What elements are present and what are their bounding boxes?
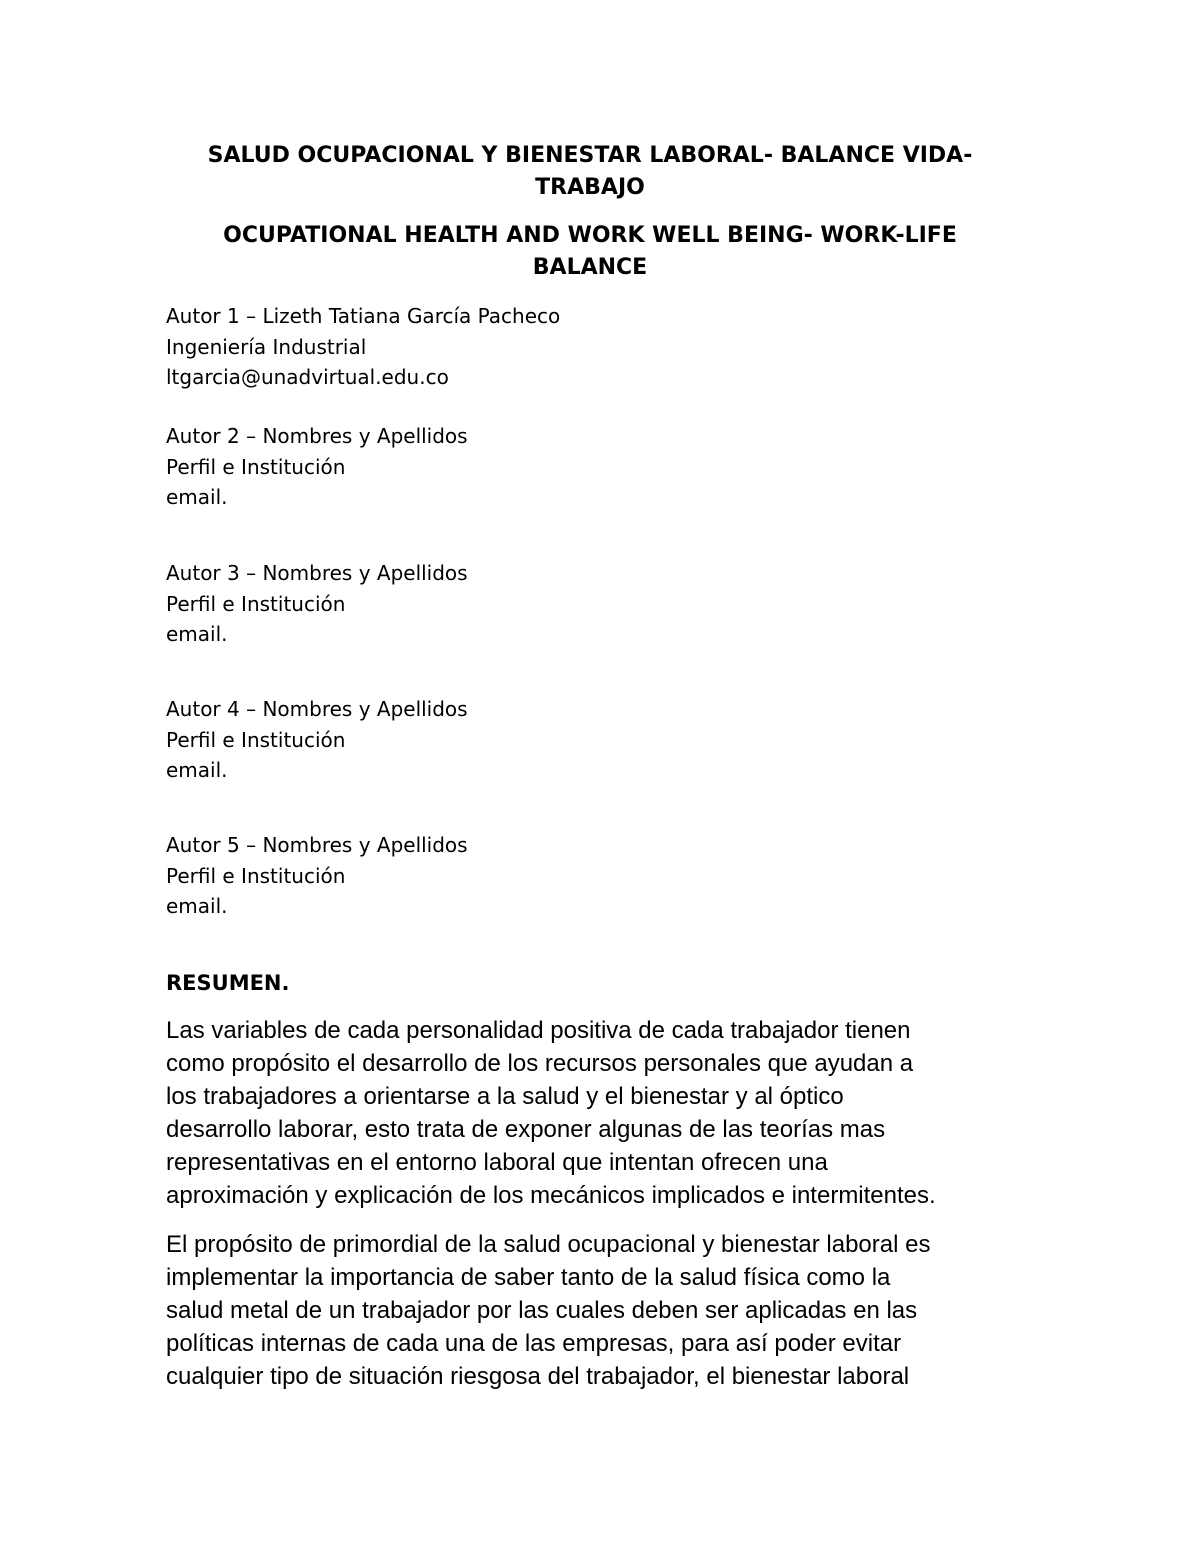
- author-name: Autor 5 – Nombres y Apellidos: [166, 833, 468, 857]
- author-1: [166, 301, 560, 393]
- author-3: [166, 558, 468, 650]
- paragraph-line: implementar la importancia de saber tanto de la salud física como la: [166, 1264, 891, 1291]
- paragraph-line: aproximación y explicación de los mecánicos implicados e intermitentes.: [166, 1182, 936, 1209]
- abstract-heading: RESUMEN.: [166, 971, 290, 995]
- author-5: [166, 830, 468, 922]
- paragraph-line: desarrollo laborar, esto trata de exponer algunas de las teorías mas: [166, 1116, 886, 1143]
- author-profile: Ingeniería Industrial: [166, 334, 367, 359]
- author-2: [166, 421, 468, 513]
- paragraph-line: políticas internas de cada una de las empresas, para así poder evitar: [166, 1330, 902, 1357]
- title-spanish-line-1: SALUD OCUPACIONAL Y BIENESTAR LABORAL- BALANCE VIDA-: [207, 143, 973, 168]
- title-english-line-2: BALANCE: [532, 255, 648, 280]
- author-email: email.: [166, 894, 228, 918]
- title-spanish: [150, 140, 1030, 204]
- author-profile: Perfil e Institución: [166, 863, 346, 888]
- author-name: Autor 2 – Nombres y Apellidos: [166, 424, 468, 448]
- author-4: [166, 694, 468, 786]
- title-english-line-1: OCUPATIONAL HEALTH AND WORK WELL BEING- WORK-LIFE: [223, 223, 957, 248]
- author-profile: Perfil e Institución: [166, 727, 346, 752]
- author-email: email.: [166, 485, 228, 509]
- paragraph-line: cualquier tipo de situación riesgosa del trabajador, el bienestar laboral: [166, 1363, 910, 1390]
- author-name: Autor 1 – Lizeth Tatiana García Pacheco: [166, 304, 561, 328]
- title-english: [150, 220, 1030, 284]
- paragraph-line: El propósito de primordial de la salud ocupacional y bienestar laboral es: [166, 1231, 931, 1258]
- author-name: Autor 3 – Nombres y Apellidos: [166, 561, 468, 585]
- author-email: email.: [166, 622, 228, 646]
- abstract-paragraph-2: [166, 1228, 1036, 1393]
- paragraph-line: Las variables de cada personalidad positiva de cada trabajador tienen: [166, 1017, 911, 1044]
- author-name: Autor 4 – Nombres y Apellidos: [166, 697, 468, 721]
- author-email: ltgarcia@unadvirtual.edu.co: [166, 365, 449, 389]
- title-spanish-line-2: TRABAJO: [535, 175, 645, 200]
- abstract-paragraph-1: [166, 1014, 1036, 1212]
- paragraph-line: representativas en el entorno laboral que intentan ofrecen una: [166, 1149, 828, 1176]
- paragraph-line: salud metal de un trabajador por las cuales deben ser aplicadas en las: [166, 1297, 918, 1324]
- author-email: email.: [166, 758, 228, 782]
- author-profile: Perfil e Institución: [166, 591, 346, 616]
- paragraph-line: como propósito el desarrollo de los recursos personales que ayudan a: [166, 1050, 914, 1077]
- author-profile: Perfil e Institución: [166, 454, 346, 479]
- paragraph-line: los trabajadores a orientarse a la salud y el bienestar y al óptico: [166, 1083, 844, 1110]
